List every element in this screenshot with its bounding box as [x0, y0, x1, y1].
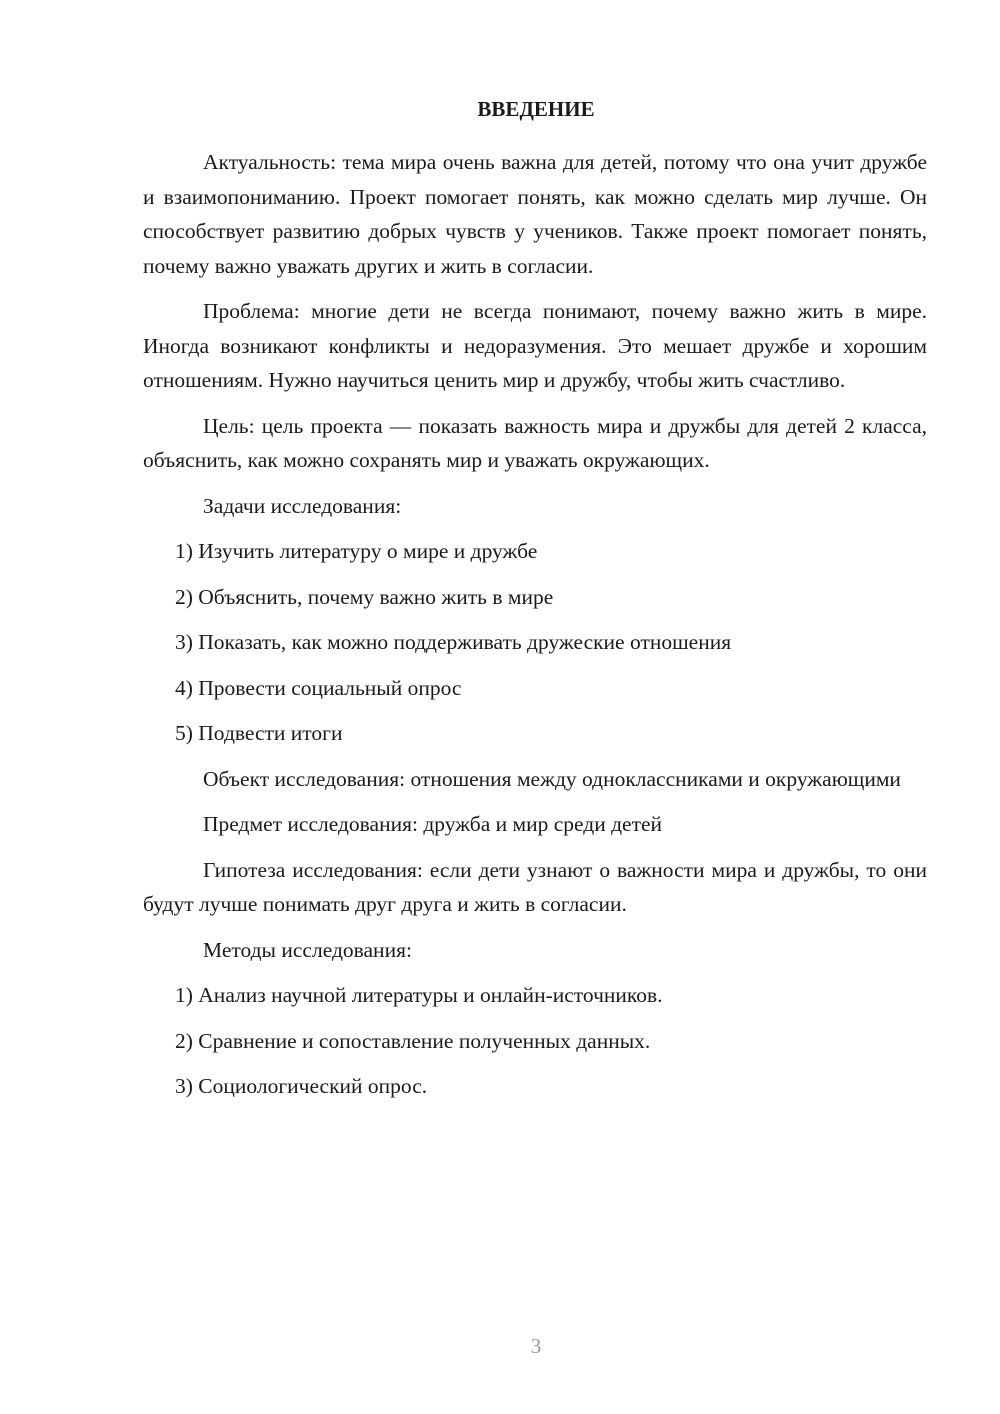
- list-item: 2) Сравнение и сопоставление полученных данных.: [175, 1028, 651, 1053]
- methods-title: Методы исследования:: [203, 937, 412, 962]
- hypothesis-paragraph: Гипотеза исследования: если дети узнают о важности мира и дружбы, то они будут лучше понимать друг друга и жить в согласии.: [143, 857, 927, 916]
- tasks-title: Задачи исследования:: [203, 493, 402, 518]
- list-item: 5) Подвести итоги: [175, 721, 343, 745]
- subject-paragraph: Предмет исследования: дружба и мир среди детей: [203, 812, 663, 836]
- tasks-list: [143, 534, 927, 751]
- methods-list: [143, 978, 927, 1104]
- list-item: 3) Показать, как можно поддерживать дружеские отношения: [175, 630, 732, 654]
- list-item: 4) Провести социальный опрос: [175, 675, 462, 700]
- relevance-paragraph: Актуальность: тема мира очень важна для детей, потому что она учит дружбе и взаимопониманию. Проект помогает понять, как можно сделать мир лучше. Он способствует развитию добрых чувств у учеников. Также проект помогает понять, почему важно уважать других и жить в согласии.: [143, 150, 927, 278]
- list-item: 1) Анализ научной литературы и онлайн-источников.: [175, 983, 663, 1007]
- list-item: 2) Объяснить, почему важно жить в мире: [175, 584, 554, 609]
- goal-paragraph: Цель: цель проекта — показать важность мира и дружбы для детей 2 класса, объяснить, как можно сохранять мир и уважать окружающих.: [143, 413, 927, 472]
- list-item: 1) Изучить литературу о мире и дружбе: [175, 539, 538, 563]
- object-paragraph: Объект исследования: отношения между одноклассниками и окружающими: [203, 766, 901, 791]
- page-content: [143, 94, 927, 1115]
- page-number: 3: [530, 1334, 542, 1358]
- list-item: 3) Социологический опрос.: [175, 1074, 428, 1098]
- section-heading: ВВЕДЕНИЕ: [477, 97, 595, 121]
- problem-paragraph: Проблема: многие дети не всегда понимают, почему важно жить в мире. Иногда возникают конфликты и недоразумения. Это мешает дружбе и хорошим отношениям. Нужно научиться ценить мир и дружбу, чтобы жить счастливо.: [143, 299, 927, 392]
